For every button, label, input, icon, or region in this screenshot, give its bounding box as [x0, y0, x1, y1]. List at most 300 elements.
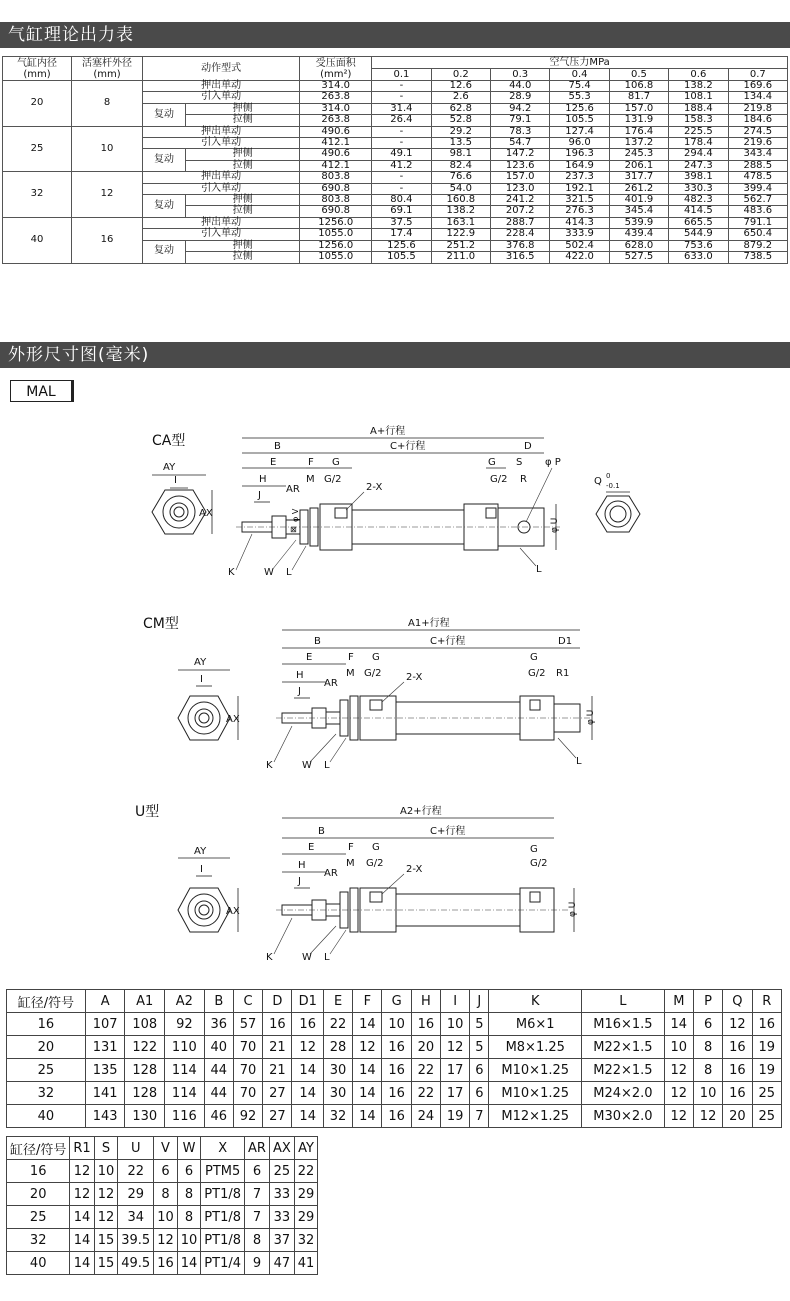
dim-cell: 46: [204, 1105, 233, 1128]
svg-text:2-X: 2-X: [406, 864, 423, 875]
svg-text:φ U: φ U: [550, 517, 560, 533]
svg-text:2-X: 2-X: [366, 482, 383, 493]
svg-text:G: G: [488, 457, 496, 468]
dim-cell: 7: [245, 1183, 270, 1206]
force-value: 163.1: [431, 217, 490, 228]
dim-cell: 131: [85, 1036, 125, 1059]
dim-cell: 10: [441, 1013, 470, 1036]
dim-cell: 40: [204, 1036, 233, 1059]
dim-cell: 107: [85, 1013, 125, 1036]
force-value: 75.4: [550, 81, 609, 92]
svg-text:AX: AX: [226, 714, 240, 725]
dim-cell: 15: [94, 1229, 118, 1252]
dim-cell: 30: [323, 1059, 352, 1082]
force-value: 482.3: [669, 195, 728, 206]
force-value: 192.1: [550, 183, 609, 194]
pressure-header: 0.5: [609, 69, 668, 81]
force-value: 401.9: [609, 195, 668, 206]
u-type-label: U型: [135, 804, 160, 820]
force-value: 176.4: [609, 126, 668, 137]
force-value: 106.8: [609, 81, 668, 92]
force-value: 17.4: [372, 229, 431, 240]
force-value: 502.4: [550, 240, 609, 251]
area-cell: 314.0: [300, 81, 372, 92]
force-value: 539.9: [609, 217, 668, 228]
force-value: -: [372, 183, 431, 194]
dim-cell: 14: [70, 1252, 94, 1275]
svg-text:G: G: [372, 842, 380, 853]
force-value: 122.9: [431, 229, 490, 240]
svg-text:K: K: [266, 952, 273, 963]
dim-cell: 25: [752, 1082, 782, 1105]
dimension-table-b-header: [7, 1137, 318, 1160]
action-cell: 引入单动: [143, 92, 300, 103]
dim-cell: 29: [118, 1183, 154, 1206]
dim-cell: M22×1.5: [582, 1059, 665, 1082]
bore-cell: 40: [3, 217, 72, 263]
dim-cell: PTM5: [201, 1160, 245, 1183]
dim-cell: 130: [125, 1105, 165, 1128]
force-value: 879.2: [728, 240, 787, 251]
force-value: 228.4: [491, 229, 550, 240]
dim-cell: 16: [7, 1013, 86, 1036]
action-cell: 引入单动: [143, 229, 300, 240]
dim-header: I: [441, 990, 470, 1013]
dim-header: D1: [292, 990, 323, 1013]
action-sub-cell: 拉侧: [186, 115, 300, 126]
dim-cell: 16: [382, 1082, 411, 1105]
dim-header: A: [85, 990, 125, 1013]
svg-text:AY: AY: [194, 846, 207, 857]
dim-cell: 32: [323, 1105, 352, 1128]
dim-row: [7, 1036, 782, 1059]
action-cell: 押出单动: [143, 81, 300, 92]
svg-text:M: M: [346, 668, 355, 679]
dim-cell: 10: [94, 1160, 118, 1183]
dim-cell: 47: [269, 1252, 294, 1275]
force-value: 147.2: [491, 149, 550, 160]
dim-cell: 92: [165, 1013, 205, 1036]
force-value: 98.1: [431, 149, 490, 160]
area-cell: 690.8: [300, 183, 372, 194]
dim-row: [7, 1183, 318, 1206]
dim-cell: 25: [7, 1206, 70, 1229]
dim-cell: 33: [269, 1206, 294, 1229]
dim-cell: 16: [411, 1013, 440, 1036]
action-cell: 押出单动: [143, 172, 300, 183]
dim-cell: 22: [411, 1059, 440, 1082]
force-row: [3, 172, 788, 183]
force-value: 414.5: [669, 206, 728, 217]
force-value: 261.2: [609, 183, 668, 194]
dim-header: R: [752, 990, 782, 1013]
area-cell: 1055.0: [300, 229, 372, 240]
dim-cell: 16: [7, 1160, 70, 1183]
dim-cell: 16: [382, 1059, 411, 1082]
force-value: 333.9: [550, 229, 609, 240]
force-table: [2, 56, 788, 264]
dim-cell: M30×2.0: [582, 1105, 665, 1128]
force-value: 650.4: [728, 229, 787, 240]
dim-cell: 32: [7, 1229, 70, 1252]
dim-cell: 5: [470, 1036, 489, 1059]
force-value: 206.1: [609, 160, 668, 171]
svg-text:AR: AR: [324, 678, 338, 689]
force-value: 196.3: [550, 149, 609, 160]
dim-cell: 12: [70, 1160, 94, 1183]
svg-text:S: S: [516, 457, 523, 468]
dim-cell: 25: [752, 1105, 782, 1128]
force-value: 55.3: [550, 92, 609, 103]
dim-cell: 27: [263, 1105, 292, 1128]
dim-header: AX: [269, 1137, 294, 1160]
ca-rear-view: [594, 472, 640, 532]
force-value: 738.5: [728, 252, 787, 263]
area-cell: 412.1: [300, 160, 372, 171]
header-area: 受压面积 (mm²): [300, 57, 372, 81]
dim-cell: 19: [752, 1036, 782, 1059]
area-cell: 263.8: [300, 115, 372, 126]
dim-cell: 12: [723, 1013, 752, 1036]
force-value: 317.7: [609, 172, 668, 183]
dim-cell: 30: [323, 1082, 352, 1105]
dim-cell: PT1/8: [201, 1206, 245, 1229]
svg-text:φ U: φ U: [568, 901, 578, 917]
svg-text:W: W: [302, 760, 312, 771]
ca-cylinder: [236, 504, 560, 550]
dim-header: 缸径/符号: [7, 1137, 70, 1160]
force-value: 294.4: [669, 149, 728, 160]
cm-type-label: CM型: [143, 616, 179, 632]
dim-cell: 36: [204, 1013, 233, 1036]
svg-text:R: R: [520, 474, 527, 485]
dim-cell: PT1/4: [201, 1252, 245, 1275]
dim-header: Q: [723, 990, 752, 1013]
area-cell: 803.8: [300, 172, 372, 183]
dim-cell: 34: [118, 1206, 154, 1229]
dim-cell: 8: [154, 1183, 178, 1206]
force-value: 127.4: [550, 126, 609, 137]
dim-cell: 114: [165, 1082, 205, 1105]
dim-row: [7, 1082, 782, 1105]
area-cell: 314.0: [300, 103, 372, 114]
svg-text:H: H: [298, 860, 306, 871]
rod-cell: 8: [72, 81, 143, 127]
action-cell: 复动: [143, 103, 186, 126]
dim-cell: 108: [125, 1013, 165, 1036]
dim-cell: 20: [723, 1105, 752, 1128]
force-value: 527.5: [609, 252, 668, 263]
svg-text:φ P: φ P: [545, 457, 561, 468]
area-cell: 803.8: [300, 195, 372, 206]
force-value: 219.8: [728, 103, 787, 114]
dim-header: AY: [294, 1137, 318, 1160]
dim-cell: 16: [382, 1105, 411, 1128]
svg-text:AX: AX: [226, 906, 240, 917]
svg-text:B: B: [314, 636, 321, 647]
dim-cell: M22×1.5: [582, 1036, 665, 1059]
dim-cell: 12: [441, 1036, 470, 1059]
dim-cell: 14: [177, 1252, 201, 1275]
dim-cell: M12×1.25: [489, 1105, 582, 1128]
force-value: 12.6: [431, 81, 490, 92]
action-cell: 引入单动: [143, 138, 300, 149]
svg-text:C+行程: C+行程: [430, 636, 466, 647]
bore-cell: 20: [3, 81, 72, 127]
dim-cell: 24: [411, 1105, 440, 1128]
force-value: 274.5: [728, 126, 787, 137]
dim-cell: 135: [85, 1059, 125, 1082]
dim-cell: 22: [323, 1013, 352, 1036]
svg-text:AY: AY: [194, 657, 207, 668]
force-value: 125.6: [372, 240, 431, 251]
force-value: 628.0: [609, 240, 668, 251]
force-value: 54.0: [431, 183, 490, 194]
action-cell: 复动: [143, 195, 186, 218]
svg-text:G/2: G/2: [366, 858, 384, 869]
action-sub-cell: 拉侧: [186, 160, 300, 171]
force-value: 94.2: [491, 103, 550, 114]
force-value: 343.4: [728, 149, 787, 160]
bore-cell: 32: [3, 172, 72, 218]
dim-cell: PT1/8: [201, 1229, 245, 1252]
u-cylinder: [276, 888, 570, 932]
area-cell: 1256.0: [300, 217, 372, 228]
dim-cell: 5: [470, 1013, 489, 1036]
force-value: 478.5: [728, 172, 787, 183]
svg-text:I: I: [200, 674, 203, 685]
dim-header: H: [411, 990, 440, 1013]
dim-cell: 7: [470, 1105, 489, 1128]
cm-cylinder: [276, 696, 590, 740]
dim-cell: 10: [177, 1229, 201, 1252]
svg-text:L: L: [324, 760, 330, 771]
dim-header: 缸径/符号: [7, 990, 86, 1013]
svg-text:G/2: G/2: [490, 474, 508, 485]
dim-cell: 114: [165, 1059, 205, 1082]
force-value: 753.6: [669, 240, 728, 251]
svg-text:AY: AY: [163, 462, 176, 473]
dim-cell: 32: [294, 1229, 318, 1252]
force-value: -: [372, 81, 431, 92]
pressure-header: 0.3: [491, 69, 550, 81]
cm-drawing: [0, 612, 790, 777]
svg-text:H: H: [296, 670, 304, 681]
dim-cell: 21: [263, 1059, 292, 1082]
force-value: 131.9: [609, 115, 668, 126]
dim-cell: 10: [664, 1036, 693, 1059]
dim-cell: 29: [294, 1206, 318, 1229]
force-value: 125.6: [550, 103, 609, 114]
force-value: 160.8: [431, 195, 490, 206]
force-value: 80.4: [372, 195, 431, 206]
dim-header: R1: [70, 1137, 94, 1160]
dim-cell: 10: [382, 1013, 411, 1036]
svg-text:L: L: [536, 564, 542, 575]
dim-cell: 12: [94, 1206, 118, 1229]
dim-cell: 14: [70, 1206, 94, 1229]
dim-cell: 20: [7, 1183, 70, 1206]
dim-cell: 12: [292, 1036, 323, 1059]
dim-header: X: [201, 1137, 245, 1160]
force-value: 123.0: [491, 183, 550, 194]
pressure-header: 0.1: [372, 69, 431, 81]
dim-cell: 70: [233, 1059, 262, 1082]
dim-header: C: [233, 990, 262, 1013]
dimension-table-a: [6, 989, 782, 1128]
svg-text:AX: AX: [199, 508, 213, 519]
svg-text:W: W: [264, 567, 274, 578]
action-cell: 复动: [143, 149, 186, 172]
force-value: 49.1: [372, 149, 431, 160]
dim-cell: 141: [85, 1082, 125, 1105]
dim-header: W: [177, 1137, 201, 1160]
force-value: 414.3: [550, 217, 609, 228]
dim-header: S: [94, 1137, 118, 1160]
svg-text:G/2: G/2: [528, 668, 546, 679]
force-value: 178.4: [669, 138, 728, 149]
force-value: 562.7: [728, 195, 787, 206]
svg-text:D: D: [524, 441, 532, 452]
pressure-header: 0.2: [431, 69, 490, 81]
area-cell: 1256.0: [300, 240, 372, 251]
svg-text:B: B: [318, 826, 325, 837]
dim-cell: 16: [263, 1013, 292, 1036]
dim-cell: 6: [470, 1082, 489, 1105]
force-section-title: 气缸理论出力表: [0, 22, 790, 48]
dim-cell: 70: [233, 1036, 262, 1059]
svg-text:I: I: [200, 864, 203, 875]
action-sub-cell: 押侧: [186, 240, 300, 251]
dim-row: [7, 1013, 782, 1036]
dim-cell: 128: [125, 1059, 165, 1082]
dim-cell: 14: [353, 1013, 382, 1036]
force-value: 276.3: [550, 206, 609, 217]
force-value: 164.9: [550, 160, 609, 171]
svg-text:H: H: [259, 474, 267, 485]
action-sub-cell: 拉侧: [186, 206, 300, 217]
dimension-table-a-header: [7, 990, 782, 1013]
force-value: 28.9: [491, 92, 550, 103]
dim-header: P: [693, 990, 722, 1013]
dim-cell: 21: [263, 1036, 292, 1059]
ca-dimensions: [228, 424, 561, 578]
force-value: 138.2: [669, 81, 728, 92]
force-row: [3, 81, 788, 92]
dim-cell: 14: [292, 1105, 323, 1128]
dim-row: [7, 1059, 782, 1082]
force-value: 207.2: [491, 206, 550, 217]
dim-row: [7, 1160, 318, 1183]
svg-text:E: E: [306, 652, 313, 663]
dim-cell: 25: [7, 1059, 86, 1082]
force-value: 105.5: [372, 252, 431, 263]
svg-text:W: W: [302, 952, 312, 963]
dim-cell: 44: [204, 1082, 233, 1105]
force-value: 137.2: [609, 138, 668, 149]
dim-cell: M24×2.0: [582, 1082, 665, 1105]
dim-cell: 12: [693, 1105, 722, 1128]
dim-row: [7, 1105, 782, 1128]
dim-header: V: [154, 1137, 178, 1160]
dim-cell: 8: [177, 1206, 201, 1229]
dim-header: G: [382, 990, 411, 1013]
dim-cell: 128: [125, 1082, 165, 1105]
force-value: 791.1: [728, 217, 787, 228]
dim-cell: 41: [294, 1252, 318, 1275]
svg-text:B: B: [274, 441, 281, 452]
dim-cell: 25: [269, 1160, 294, 1183]
dim-header: L: [582, 990, 665, 1013]
dim-row: [7, 1206, 318, 1229]
rod-cell: 16: [72, 217, 143, 263]
dim-cell: 16: [752, 1013, 782, 1036]
dim-cell: M16×1.5: [582, 1013, 665, 1036]
pressure-header: 0.4: [550, 69, 609, 81]
svg-text:R1: R1: [556, 668, 570, 679]
svg-text:G/2: G/2: [324, 474, 342, 485]
area-cell: 490.6: [300, 149, 372, 160]
force-value: 105.5: [550, 115, 609, 126]
dim-header: A1: [125, 990, 165, 1013]
force-value: 52.8: [431, 115, 490, 126]
svg-text:φ V: φ V: [291, 508, 300, 522]
svg-text:G/2: G/2: [530, 858, 548, 869]
dim-cell: 9: [245, 1252, 270, 1275]
force-value: 184.6: [728, 115, 787, 126]
svg-text:E: E: [308, 842, 315, 853]
force-value: -: [372, 172, 431, 183]
force-value: 44.0: [491, 81, 550, 92]
force-value: 123.6: [491, 160, 550, 171]
rod-cell: 12: [72, 172, 143, 218]
svg-text:M: M: [346, 858, 355, 869]
dim-cell: 6: [177, 1160, 201, 1183]
svg-text:Q: Q: [594, 476, 602, 487]
header-action: 动作型式: [143, 57, 300, 81]
dim-cell: 20: [411, 1036, 440, 1059]
force-value: 241.2: [491, 195, 550, 206]
action-cell: 复动: [143, 240, 186, 263]
svg-text:φ U: φ U: [586, 709, 596, 725]
force-value: -: [372, 126, 431, 137]
dim-cell: 16: [723, 1059, 752, 1082]
force-value: 108.1: [669, 92, 728, 103]
dim-cell: 12: [664, 1082, 693, 1105]
force-value: 169.6: [728, 81, 787, 92]
dim-cell: 122: [125, 1036, 165, 1059]
dim-cell: 8: [177, 1183, 201, 1206]
dim-cell: 20: [7, 1036, 86, 1059]
svg-text:AR: AR: [324, 868, 338, 879]
dim-cell: 17: [441, 1082, 470, 1105]
action-sub-cell: 押侧: [186, 195, 300, 206]
force-value: 69.1: [372, 206, 431, 217]
dim-cell: 6: [470, 1059, 489, 1082]
ca-type-label: CA型: [152, 433, 186, 449]
svg-text:G: G: [332, 457, 340, 468]
ca-end-view: [152, 462, 213, 534]
dim-cell: 16: [154, 1252, 178, 1275]
area-cell: 1055.0: [300, 252, 372, 263]
pressure-header: 0.7: [728, 69, 787, 81]
dim-cell: 14: [70, 1229, 94, 1252]
svg-text:A2+行程: A2+行程: [400, 806, 442, 817]
force-value: 211.0: [431, 252, 490, 263]
force-value: 439.4: [609, 229, 668, 240]
dim-cell: 27: [263, 1082, 292, 1105]
force-value: 157.0: [609, 103, 668, 114]
